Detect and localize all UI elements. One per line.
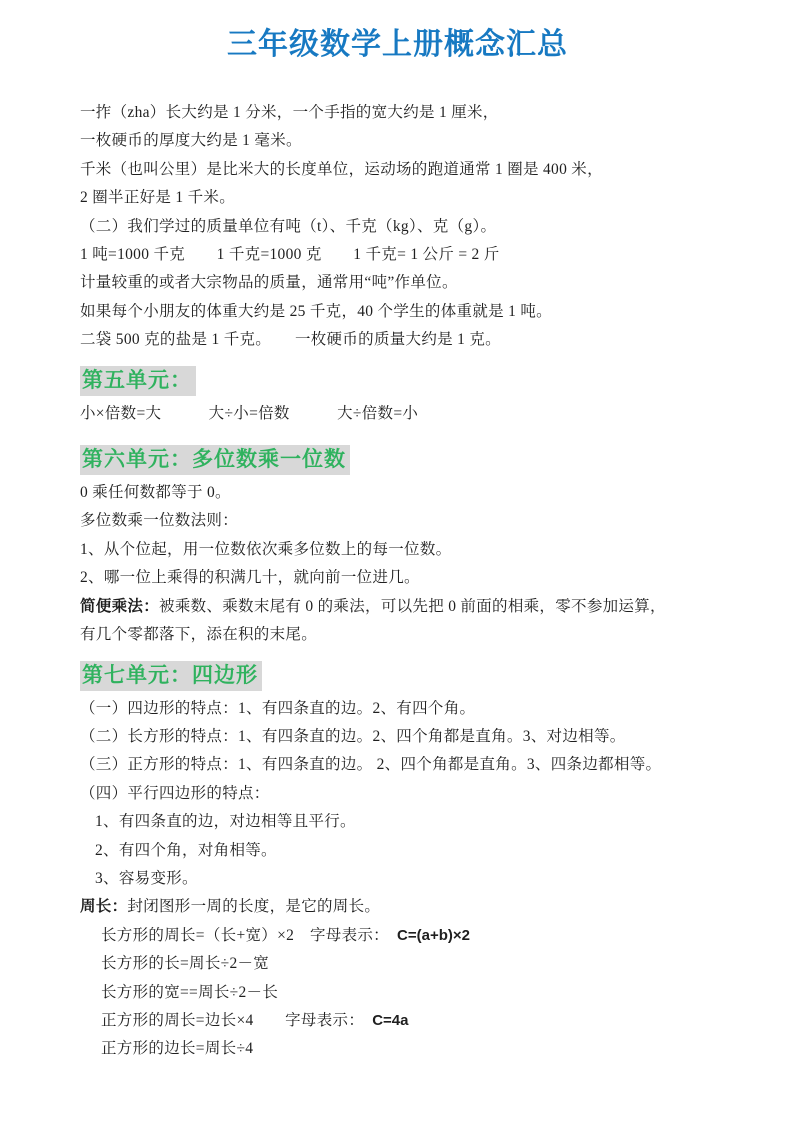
paragraph: 有几个零都落下，添在积的末尾。 xyxy=(80,626,318,644)
paragraph xyxy=(80,593,715,621)
section-heading-label: 第五单元： xyxy=(80,366,196,396)
section-heading-label: 第七单元：四边形 xyxy=(80,661,262,691)
paragraph: 1、从个位起，用一位数依次乘多位数上的每一位数。 xyxy=(80,540,452,558)
paragraph: 计量较重的或者大宗物品的质量，通常用“吨”作单位。 xyxy=(80,274,458,292)
paragraph: 如果每个小朋友的体重大约是 25 千克，40 个学生的体重就是 1 吨。 xyxy=(80,302,552,320)
paragraph: 千米（也叫公里）是比米大的长度单位，运动场的跑道通常 1 圈是 400 米， xyxy=(80,160,603,178)
paragraph: 1 吨=1000 千克 1 千克=1000 克 1 千克= 1 公斤 = 2 斤 xyxy=(80,246,500,264)
paragraph: 2 圈半正好是 1 千米。 xyxy=(80,189,236,207)
formula-latin-text: C=(a+b)×2 xyxy=(397,926,470,944)
formula-cjk-text: 长方形的周长=（长+宽）×2 字母表示： xyxy=(101,926,398,944)
formula-line: 正方形的边长=周长÷4 xyxy=(101,1040,254,1058)
term-label: 简便乘法： xyxy=(80,597,160,615)
paragraph: （一）四边形的特点：1、有四条直的边。2、有四个角。 xyxy=(80,699,476,717)
paragraph: （四）平行四边形的特点： xyxy=(80,784,270,802)
section-heading-unit5 xyxy=(80,366,715,396)
paragraph: （二）我们学过的质量单位有吨（t）、千克（kg）、克（g）。 xyxy=(80,217,497,235)
paragraph: 小×倍数=大 大÷小=倍数 大÷倍数=小 xyxy=(80,404,419,422)
paragraph: （三）正方形的特点：1、有四条直的边。 2、四个角都是直角。3、四条边都相等。 xyxy=(80,756,662,774)
formula-cjk-text: 正方形的周长=边长×4 字母表示： xyxy=(101,1011,373,1029)
paragraph: 多位数乘一位数法则： xyxy=(80,512,239,530)
paragraph: 2、哪一位上乘得的积满几十，就向前一位进几。 xyxy=(80,569,420,587)
formula-line xyxy=(80,1007,715,1035)
formula-line xyxy=(80,922,715,950)
list-item: 2、有四个角，对角相等。 xyxy=(95,841,277,859)
term-label: 周长： xyxy=(80,898,128,916)
paragraph: （二）长方形的特点：1、有四条直的边。2、四个角都是直角。3、对边相等。 xyxy=(80,727,626,745)
paragraph: 一拃（zha）长大约是 1 分米，一个手指的宽大约是 1 厘米， xyxy=(80,104,499,121)
formula-latin-text: C=4a xyxy=(372,1011,409,1029)
section-heading-unit6 xyxy=(80,445,715,475)
list-item: 3、容易变形。 xyxy=(95,869,198,887)
paragraph: 一枚硬币的厚度大约是 1 毫米。 xyxy=(80,132,302,150)
list-item: 1、有四条直的边，对边相等且平行。 xyxy=(95,813,356,831)
document-body xyxy=(80,99,715,1064)
section-heading-unit7 xyxy=(80,661,715,691)
paragraph: 二袋 500 克的盐是 1 千克。 一枚硬币的质量大约是 1 克。 xyxy=(80,331,501,349)
formula-line: 长方形的宽==周长÷2－长 xyxy=(101,983,279,1001)
section-heading-label: 第六单元：多位数乘一位数 xyxy=(80,445,350,475)
paragraph-text: 封闭图形一周的长度，是它的周长。 xyxy=(127,898,381,916)
paragraph xyxy=(80,893,715,921)
page-title: 三年级数学上册概念汇总 xyxy=(227,28,568,61)
paragraph: 0 乘任何数都等于 0。 xyxy=(80,484,231,502)
formula-line: 长方形的长=周长÷2－宽 xyxy=(101,955,270,973)
paragraph-text: 被乘数、乘数末尾有 0 的乘法，可以先把 0 前面的相乘，零不参加运算， xyxy=(159,597,666,615)
